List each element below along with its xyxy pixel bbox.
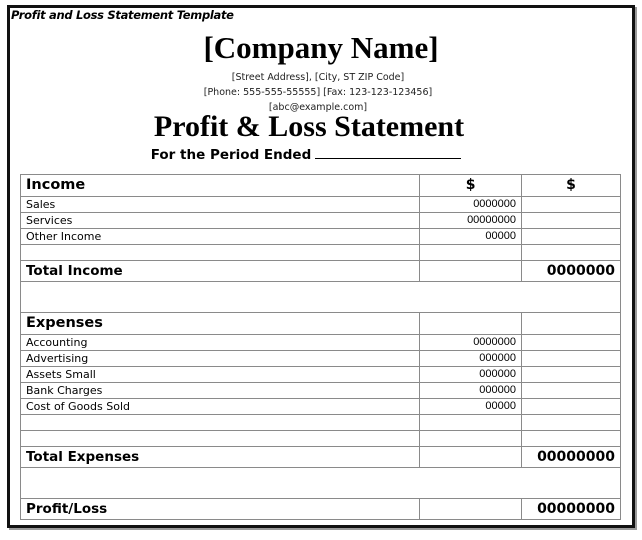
- total-expenses-label: Total Expenses: [21, 447, 420, 468]
- empty-cell: [21, 468, 621, 499]
- empty-cell[interactable]: [21, 245, 420, 261]
- line-item-label: Bank Charges: [21, 383, 420, 399]
- empty-cell[interactable]: [522, 367, 621, 383]
- empty-cell[interactable]: [522, 415, 621, 431]
- total-income-row: [21, 261, 621, 282]
- total-expenses-value[interactable]: 00000000: [522, 447, 621, 468]
- period-date-blank[interactable]: [315, 145, 461, 159]
- total-income-label: Total Income: [21, 261, 420, 282]
- empty-cell: [21, 282, 621, 313]
- line-item-amount[interactable]: 0000000: [420, 197, 522, 213]
- income-section-label: Income: [21, 175, 420, 197]
- empty-cell[interactable]: [420, 447, 522, 468]
- blank-row: [21, 245, 621, 261]
- total-expenses-row: [21, 447, 621, 468]
- empty-cell[interactable]: [522, 245, 621, 261]
- table-row: [21, 383, 621, 399]
- total-income-value[interactable]: 0000000: [522, 261, 621, 282]
- blank-row: [21, 431, 621, 447]
- table-row: [21, 213, 621, 229]
- empty-cell[interactable]: [522, 383, 621, 399]
- company-email: [abc@example.com]: [268, 102, 368, 113]
- spacer-row: [21, 282, 621, 313]
- table-row: [21, 367, 621, 383]
- empty-cell[interactable]: [21, 431, 420, 447]
- line-item-label: Advertising: [21, 351, 420, 367]
- line-item-label: Assets Small: [21, 367, 420, 383]
- line-item-amount[interactable]: 000000: [420, 367, 522, 383]
- empty-cell[interactable]: [522, 229, 621, 245]
- company-contact: [Phone: 555-555-55555] [Fax: 123-123-123456]: [203, 87, 433, 98]
- currency-header-1: $: [420, 175, 522, 197]
- company-address: [Street Address], [City, ST ZIP Code]: [231, 72, 405, 83]
- template-title: Profit and Loss Statement Template: [11, 8, 234, 22]
- line-item-amount[interactable]: 00000: [420, 399, 522, 415]
- empty-cell[interactable]: [420, 245, 522, 261]
- empty-cell[interactable]: [21, 415, 420, 431]
- statement-title: Profit & Loss Statement: [153, 110, 465, 143]
- profit-loss-table: [20, 174, 621, 520]
- empty-cell[interactable]: [420, 431, 522, 447]
- table-row: [21, 399, 621, 415]
- table-row: [21, 351, 621, 367]
- empty-cell[interactable]: [420, 261, 522, 282]
- line-item-amount[interactable]: 00000000: [420, 213, 522, 229]
- empty-cell[interactable]: [522, 197, 621, 213]
- empty-cell[interactable]: [522, 399, 621, 415]
- expenses-section-label: Expenses: [21, 313, 420, 335]
- line-item-label: Cost of Goods Sold: [21, 399, 420, 415]
- line-item-label: Sales: [21, 197, 420, 213]
- line-item-label: Services: [21, 213, 420, 229]
- empty-cell[interactable]: [522, 213, 621, 229]
- line-item-label: Accounting: [21, 335, 420, 351]
- expenses-header-row: [21, 313, 621, 335]
- empty-cell[interactable]: [420, 499, 522, 520]
- currency-header-2: $: [522, 175, 621, 197]
- period-ended: [0, 145, 612, 163]
- table-row: [21, 197, 621, 213]
- empty-cell[interactable]: [522, 351, 621, 367]
- company-name: [Company Name]: [203, 30, 439, 65]
- empty-cell[interactable]: [522, 431, 621, 447]
- line-item-amount[interactable]: 000000: [420, 351, 522, 367]
- income-header-row: [21, 175, 621, 197]
- empty-cell: [522, 313, 621, 335]
- profit-loss-label: Profit/Loss: [21, 499, 420, 520]
- table-row: [21, 229, 621, 245]
- table-row: [21, 335, 621, 351]
- empty-cell[interactable]: [420, 415, 522, 431]
- line-item-amount[interactable]: 0000000: [420, 335, 522, 351]
- empty-cell[interactable]: [522, 335, 621, 351]
- period-label: For the Period Ended: [150, 147, 312, 163]
- spacer-row: [21, 468, 621, 499]
- line-item-amount[interactable]: 000000: [420, 383, 522, 399]
- empty-cell: [420, 313, 522, 335]
- blank-row: [21, 415, 621, 431]
- line-item-label: Other Income: [21, 229, 420, 245]
- profit-loss-row: [21, 499, 621, 520]
- profit-loss-value[interactable]: 00000000: [522, 499, 621, 520]
- line-item-amount[interactable]: 00000: [420, 229, 522, 245]
